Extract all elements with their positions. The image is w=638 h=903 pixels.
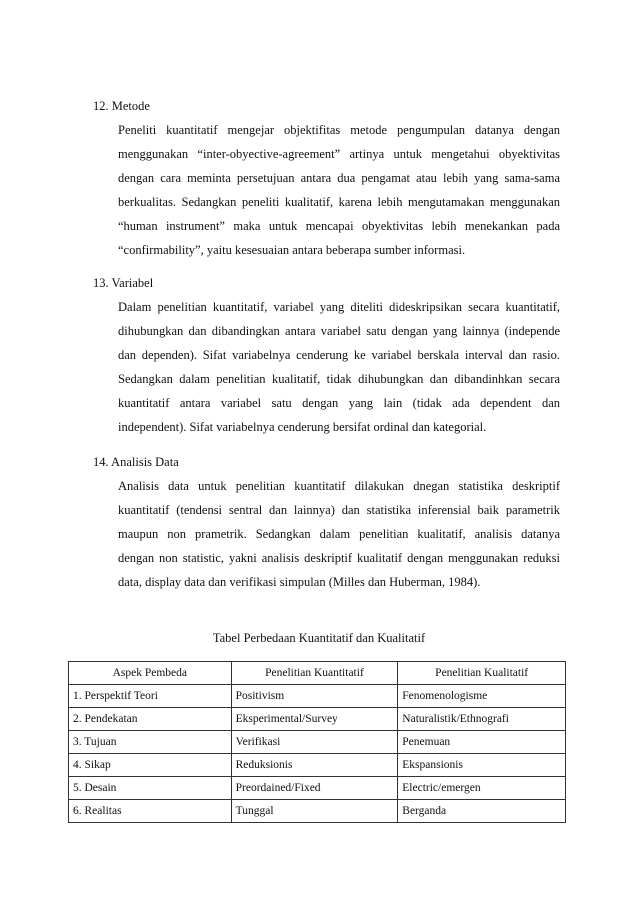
table-cell: Preordained/Fixed bbox=[231, 777, 398, 800]
table-cell: Tunggal bbox=[231, 800, 398, 823]
table-header-cell: Penelitian Kualitatif bbox=[398, 662, 566, 685]
table-cell: Positivism bbox=[231, 685, 398, 708]
paragraph-line: Sedangkan dalam penelitian kualitatif, tidak dihubungkan dan dibandinhkan secara bbox=[118, 372, 560, 386]
table-cell: 1. Perspektif Teori bbox=[69, 685, 232, 708]
paragraph-line: dan dependen). Sifat variabelnya cenderung ke variabel berskala interval dan rasio. bbox=[118, 348, 560, 362]
paragraph-line: menggunakan “inter-obyective-agreement” artinya untuk mengetahui obyektivitas bbox=[118, 147, 560, 161]
table-cell: 4. Sikap bbox=[69, 754, 232, 777]
table-cell: Ekspansionis bbox=[398, 754, 566, 777]
table-row bbox=[69, 754, 566, 777]
table-cell: Naturalistik/Ethnografi bbox=[398, 708, 566, 731]
paragraph-line: independent). Sifat variabelnya cenderung bersifat ordinal dan kategorial. bbox=[118, 420, 487, 434]
comparison-table bbox=[68, 661, 566, 823]
paragraph-line: kuantitatif antara variabel satu dengan yang lain (tidak ada dependent dan bbox=[118, 396, 560, 410]
paragraph-line: dihubungkan dan dibandingkan antara variabel satu dengan yang lainnya (independe bbox=[118, 324, 560, 338]
section-heading-analisis-data: 14. Analisis Data bbox=[93, 455, 179, 469]
table-row bbox=[69, 777, 566, 800]
paragraph-line: Analisis data untuk penelitian kuantitatif dilakukan dnegan statistika deskriptif bbox=[118, 479, 560, 493]
table-cell: Eksperimental/Survey bbox=[231, 708, 398, 731]
table-row bbox=[69, 800, 566, 823]
table-row bbox=[69, 708, 566, 731]
table-header-cell: Penelitian Kuantitatif bbox=[231, 662, 398, 685]
table-cell: Berganda bbox=[398, 800, 566, 823]
table-cell: Verifikasi bbox=[231, 731, 398, 754]
paragraph-line: kuantitatif (tendensi sentral dan lainnya) dan statistika inferensial baik parametrik bbox=[118, 503, 560, 517]
section-heading-metode: 12. Metode bbox=[93, 99, 150, 113]
paragraph-line: “confirmability”, yaitu kesesuaian antara beberapa sumber informasi. bbox=[118, 243, 466, 257]
section-heading-variabel: 13. Variabel bbox=[93, 276, 154, 290]
table-cell: 3. Tujuan bbox=[69, 731, 232, 754]
table-header-row bbox=[69, 662, 566, 685]
table-cell: 5. Desain bbox=[69, 777, 232, 800]
paragraph-line: “human instrument” maka untuk mencapai obyektivitas lebih menekankan pada bbox=[118, 219, 560, 233]
table-cell: Fenomenologisme bbox=[398, 685, 566, 708]
table-row bbox=[69, 685, 566, 708]
table-header-cell: Aspek Pembeda bbox=[69, 662, 232, 685]
table-cell: Electric/emergen bbox=[398, 777, 566, 800]
paragraph-line: dengan non statistic, yakni analisis deskriptif kualitatif dengan menggunakan reduksi bbox=[118, 551, 560, 565]
table-title: Tabel Perbedaan Kuantitatif dan Kualitatif bbox=[212, 631, 426, 645]
paragraph-line: Peneliti kuantitatif mengejar objektifitas metode pengumpulan datanya dengan bbox=[118, 123, 560, 137]
paragraph-line: maupun non prametrik. Sedangkan dalam penelitian kualitatif, analisis datanya bbox=[118, 527, 560, 541]
paragraph-line: dengan cara meminta persetujuan antara dua pengamat atau lebih yang sama-sama bbox=[118, 171, 560, 185]
table-cell: Penemuan bbox=[398, 731, 566, 754]
paragraph-line: berkualitas. Sedangkan peneliti kualitatif, karena lebih mengutamakan menggunakan bbox=[118, 195, 560, 209]
paragraph-line: data, display data dan verifikasi simpulan (Milles dan Huberman, 1984). bbox=[118, 575, 481, 589]
table-cell: 2. Pendekatan bbox=[69, 708, 232, 731]
paragraph-line: Dalam penelitian kuantitatif, variabel yang diteliti dideskripsikan secara kuantitatif, bbox=[118, 300, 560, 314]
table-cell: 6. Realitas bbox=[69, 800, 232, 823]
table-cell: Reduksionis bbox=[231, 754, 398, 777]
table-row bbox=[69, 731, 566, 754]
